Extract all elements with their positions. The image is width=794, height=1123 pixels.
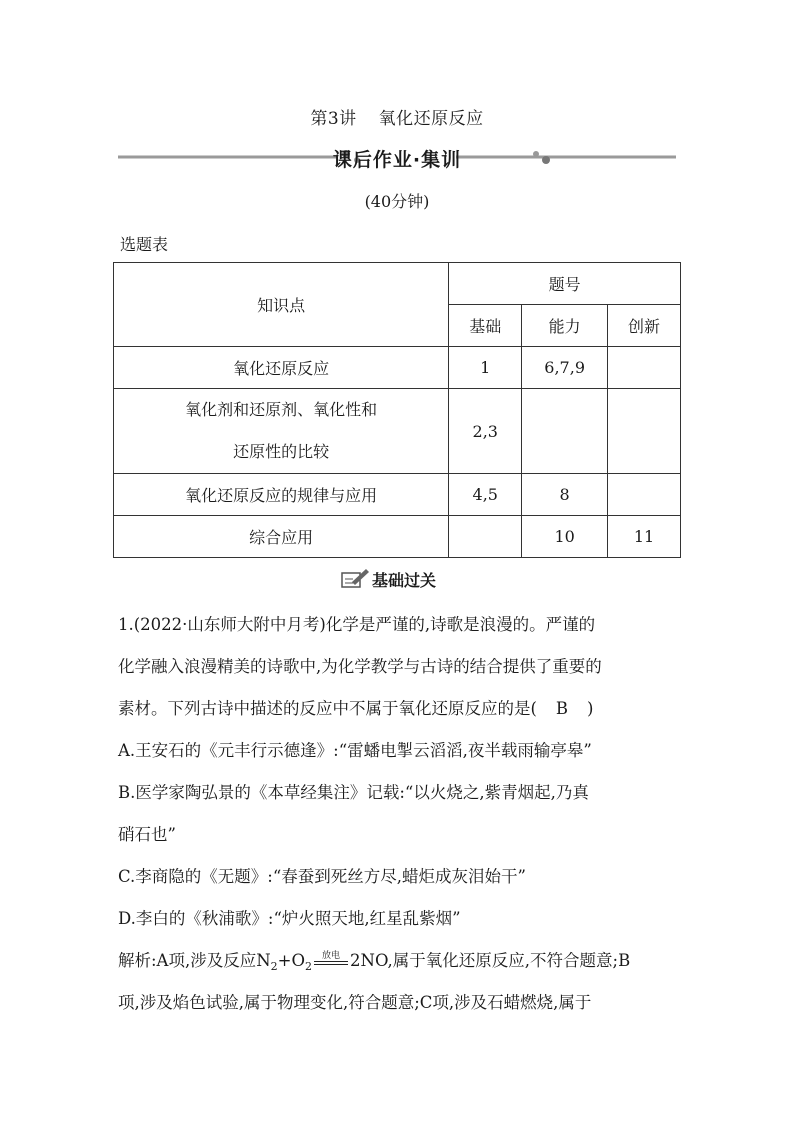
subscript: 2	[305, 960, 313, 973]
topic-cell	[114, 389, 449, 474]
innovation-cell	[608, 389, 681, 474]
reaction-condition: 放电	[312, 948, 350, 961]
ability-cell: 6,7,9	[522, 347, 608, 389]
header-question-no: 题号	[449, 263, 681, 305]
subscript: 2	[270, 960, 278, 973]
time-limit: (40分钟)	[364, 192, 430, 211]
option-d: D.李白的《秋浦歌》:“炉火照天地,红星乱紫烟”	[118, 909, 461, 928]
table-label: 选题表	[120, 235, 169, 254]
section-title: 基础过关	[372, 571, 437, 590]
header-ability: 能力	[522, 305, 608, 347]
topic-line: 氧化剂和还原剂、氧化性和	[185, 400, 378, 419]
ability-cell: 8	[522, 474, 608, 516]
lesson-name: 氧化还原反应	[378, 109, 484, 129]
option-a: A.王安石的《元丰行示德逢》:“雷蟠电掣云滔滔,夜半载雨输亭皋”	[118, 741, 592, 760]
header-basic: 基础	[449, 305, 522, 347]
innovation-cell	[608, 347, 681, 389]
analysis-text: 2NO,属于氧化还原反应,不符合题意;B	[350, 951, 631, 970]
banner-title: 课后作业·集训	[332, 149, 462, 171]
topic-cell: 氧化还原反应	[114, 347, 449, 389]
option-b: B.医学家陶弘景的《本草经集注》记载:“以火烧之,紫青烟起,乃真	[118, 783, 589, 802]
question-selection-table	[113, 262, 681, 558]
table-row	[114, 389, 681, 474]
analysis-line	[118, 947, 630, 973]
analysis-text: 解析:A项,涉及反应N	[118, 951, 271, 970]
ability-cell: 10	[522, 516, 608, 558]
analysis-text: +O	[277, 951, 306, 970]
question-line: 化学融入浪漫精美的诗歌中,为化学教学与古诗的结合提供了重要的	[118, 657, 602, 676]
answer-mark: B	[555, 699, 568, 718]
table-row	[114, 474, 681, 516]
homework-banner	[118, 142, 676, 172]
pencil-icon	[340, 566, 370, 590]
section-heading	[340, 566, 437, 594]
header-knowledge: 知识点	[114, 263, 449, 347]
analysis-line: 项,涉及焰色试验,属于物理变化,符合题意;C项,涉及石蜡燃烧,属于	[118, 993, 592, 1012]
lesson-number: 第3讲	[310, 109, 357, 129]
table-row	[114, 347, 681, 389]
question-line	[118, 695, 593, 719]
basic-cell: 4,5	[449, 474, 522, 516]
topic-line: 还原性的比较	[233, 442, 330, 461]
header-innovation: 创新	[608, 305, 681, 347]
table-row	[114, 516, 681, 558]
ability-cell	[522, 389, 608, 474]
question-paren: )	[586, 699, 594, 718]
basic-cell	[449, 516, 522, 558]
question-line: 1.(2022·山东师大附中月考)化学是严谨的,诗歌是浪漫的。严谨的	[118, 615, 596, 634]
table-header-row	[114, 263, 681, 305]
innovation-cell: 11	[608, 516, 681, 558]
question-text: 素材。下列古诗中描述的反应中不属于氧化还原反应的是(	[118, 699, 537, 718]
basic-cell: 1	[449, 347, 522, 389]
basic-cell: 2,3	[449, 389, 522, 474]
option-b-continued: 硝石也”	[118, 825, 176, 844]
innovation-cell	[608, 474, 681, 516]
topic-cell: 氧化还原反应的规律与应用	[114, 474, 449, 516]
lesson-title	[0, 104, 794, 129]
topic-cell: 综合应用	[114, 516, 449, 558]
option-c: C.李商隐的《无题》:“春蚕到死丝方尽,蜡炬成灰泪始干”	[118, 867, 526, 886]
